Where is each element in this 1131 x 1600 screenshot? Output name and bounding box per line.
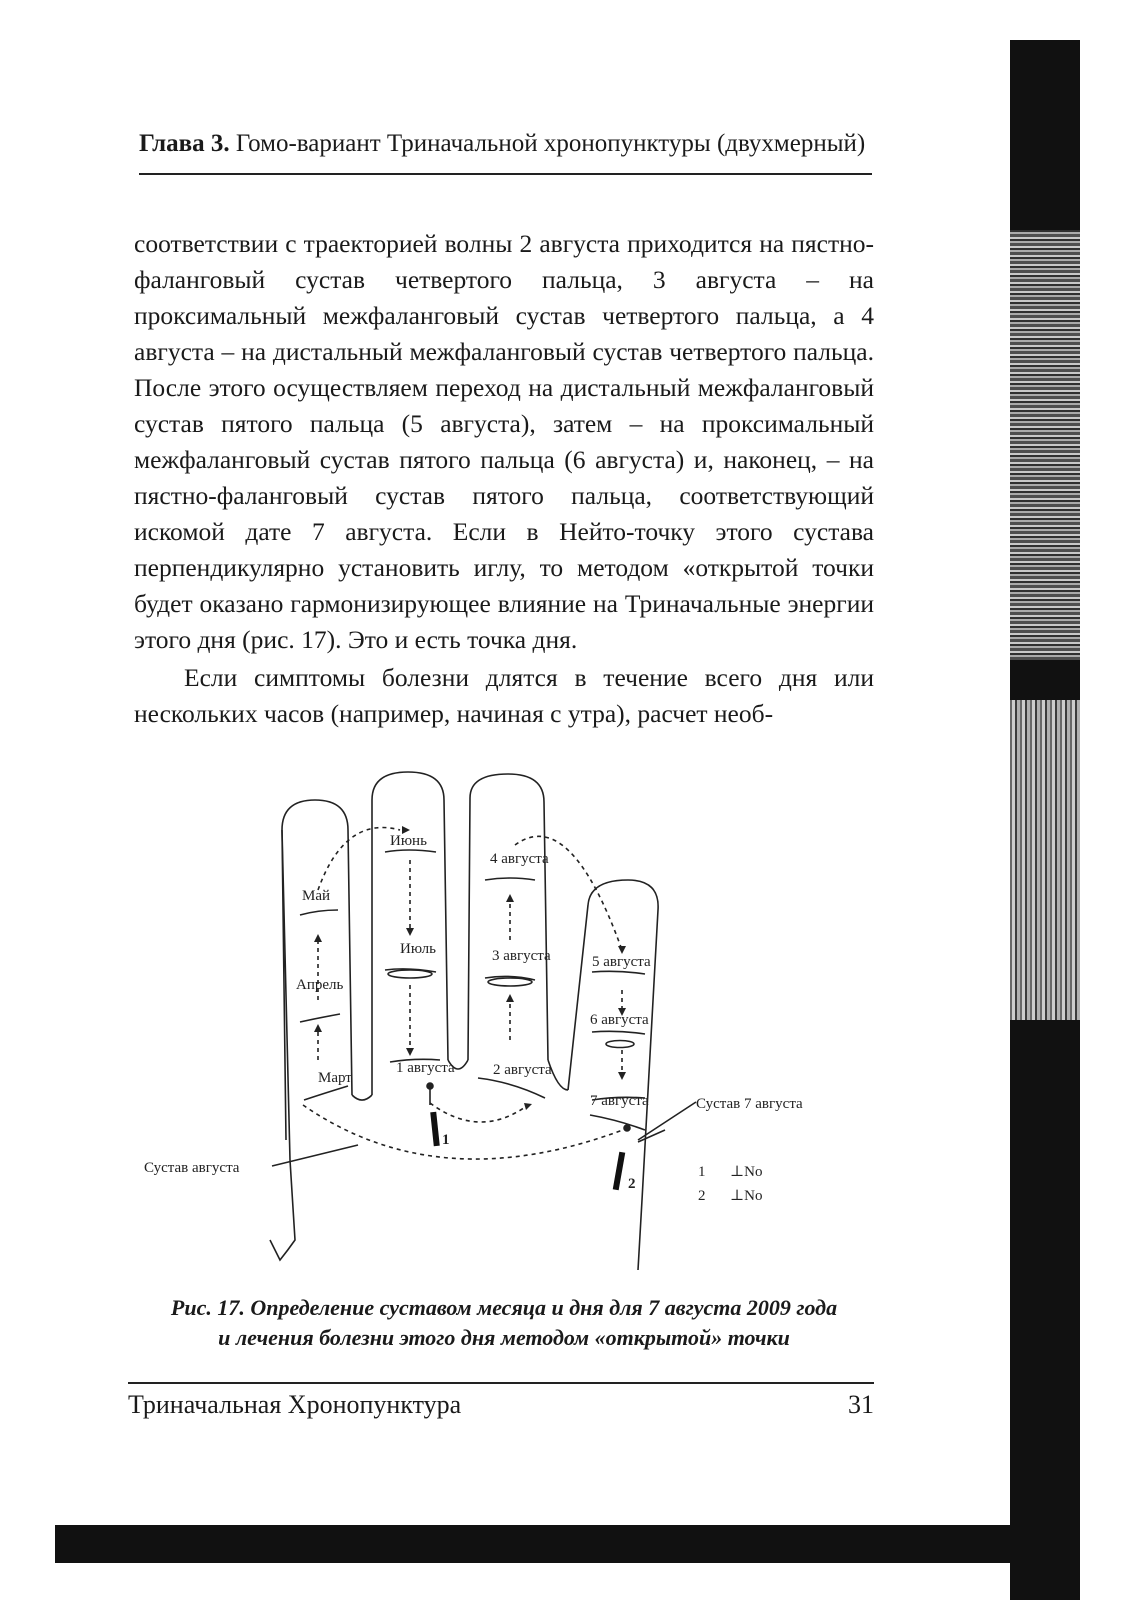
label-aug3: 3 августа (492, 948, 551, 964)
legend-1-num: 1 (698, 1164, 706, 1180)
label-may: Май (302, 888, 331, 904)
chapter-title: Гомо-вариант Триначальной хронопунктуры (двухмерный) (235, 130, 866, 157)
legend-1-val: ⊥No (730, 1164, 763, 1180)
finger-ring (468, 774, 548, 1060)
label-joint-aug7: Сустав 7 августа (696, 1096, 803, 1112)
caption-line-1: Определение суставом месяца и дня для 7 августа 2009 года (250, 1295, 838, 1320)
caption-figure-number: Рис. 17. (170, 1295, 245, 1320)
scan-noise (1010, 230, 1080, 660)
figure-caption (134, 1293, 874, 1353)
chapter-number: Глава 3. (139, 130, 230, 157)
needle-1 (430, 1112, 440, 1146)
label-aug5: 5 августа (592, 954, 651, 970)
running-footer-title: Триначальная Хронопунктура (128, 1390, 462, 1419)
label-needle-2: 2 (628, 1176, 636, 1192)
palm-base-index (352, 1095, 372, 1100)
scan-noise (1010, 700, 1080, 1020)
label-needle-1: 1 (442, 1132, 450, 1148)
caption-line-2: и лечения болезни этого дня методом «открытой» точки (218, 1325, 790, 1350)
label-aug4: 4 августа (490, 851, 549, 867)
figure-hand-diagram (140, 760, 860, 1280)
paragraph: соответствии с траекторией волны 2 августа приходится на пястно-фаланговый сустав четвертого пальца, 3 августа – на проксимальный межфаланговый сустав четвертого пальца, а 4 августа – на дистальный межфаланговый сустав четвертого пальца. После этого осуществляем переход на дистальный межфаланговый сустав пятого пальца (5 августа), затем – на проксимальный межфаланговый сустав пятого пальца (6 августа) и, наконец, – на пястно-фаланговый сустав пятого пальца, соответствующий искомой дате 7 августа. Если в Нейто-точку этого сустава перпендикулярно установить иглу, то методом «открытой точки будет оказано гармонизирующее влияние на Триначальные энергии этого дня (рис. 17). Это и есть точка дня. (134, 229, 874, 654)
legend-2-num: 2 (698, 1188, 706, 1204)
label-aug2: 2 августа (493, 1062, 552, 1078)
finger-index (282, 800, 352, 1140)
finger-little (568, 880, 658, 1270)
footer-rule (128, 1382, 874, 1384)
needle-2 (613, 1152, 626, 1190)
header-rule (139, 173, 872, 175)
label-aug1: 1 августа (396, 1060, 455, 1076)
label-april: Апрель (296, 977, 344, 993)
body-text (134, 226, 874, 732)
legend-2-val: ⊥No (730, 1188, 763, 1204)
label-june: Июнь (390, 833, 427, 849)
page-number: 31 (848, 1390, 874, 1419)
label-march: Март (318, 1070, 352, 1086)
label-aug7: 7 августа (590, 1093, 649, 1109)
scan-border-bottom (55, 1525, 1080, 1563)
running-header (139, 130, 872, 158)
label-july: Июль (400, 941, 436, 957)
paragraph: Если симптомы болезни длятся в течение всего дня или нескольких часов (например, начиная с утра), расчет необ- (134, 663, 874, 728)
label-joint-august: Сустав августа (144, 1160, 240, 1176)
label-aug6: 6 августа (590, 1012, 649, 1028)
